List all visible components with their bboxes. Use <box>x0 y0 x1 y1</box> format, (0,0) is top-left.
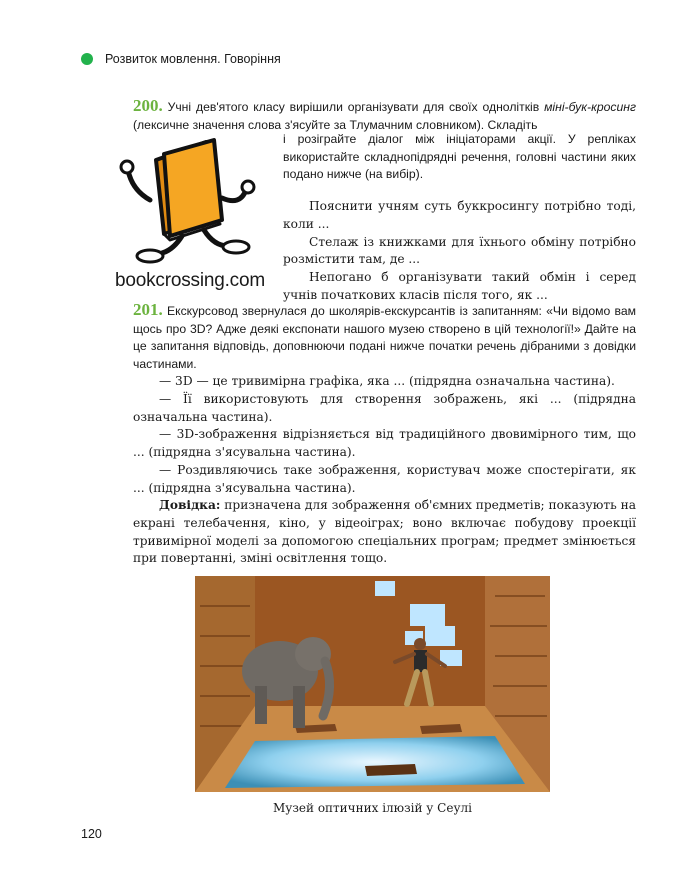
answer-item: — 3D-зображення відрізняється від традиційного двовимірного тим, що ... (підрядна з'ясувальна частина). <box>133 427 636 460</box>
prompt-item: Стелаж із книжками для їхнього обміну потрібно розмістити там, де ... <box>283 234 636 267</box>
exercise-201-answers <box>133 373 636 498</box>
answer-item: — 3D — це тривимірна графіка, яка ... (підрядна означальна частина). <box>159 374 615 388</box>
answer-item: — Роздивляючись таке зображення, користувач може спостерігати, як ... (підрядна з'ясувальна частина). <box>133 462 636 495</box>
exercise-200-text: Учні дев'ятого класу вирішили організувати для своїх однолітків <box>167 100 545 114</box>
photo-caption: Музей оптичних ілюзій у Сеулі <box>273 801 472 815</box>
exercise-number-200: 200. <box>133 96 163 115</box>
exercise-200-instructions: і розіграйте діалог між ініціаторами акції. У репліках використайте складнопідрядні речення, головні частини яких подано нижче (на вибір). <box>283 132 636 181</box>
walking-book-icon <box>110 130 270 270</box>
exercise-201-text: Екскурсовод звернулася до школярів-екскурсантів із запитанням: «Чи відомо вам щось про 3D? Адже деякі експонати нашого музею створено в цій технології!» Дайте на це запитання відповідь, доповнюючи подані нижче початки речень дібраними з довідки частинами. <box>133 304 636 371</box>
reference-label: Довідка: <box>159 498 221 512</box>
museum-photo <box>195 576 550 792</box>
prompt-item: Непогано б організувати такий обмін і серед учнів початкових класів після того, як ... <box>283 270 636 302</box>
section-header <box>81 51 281 67</box>
green-circle-icon <box>81 53 93 65</box>
exercise-200-prompts <box>283 198 636 305</box>
page-number: 120 <box>81 827 102 841</box>
exercise-number-201: 201. <box>133 300 163 319</box>
exercise-201-intro <box>133 301 636 373</box>
prompt-item: Пояснити учням суть буккросингу потрібно тоді, коли ... <box>283 199 636 231</box>
exercise-200-term: міні-бук-кросинг <box>544 100 636 114</box>
logo-text: bookcrossing.com <box>115 270 265 291</box>
answer-item: — Її використовують для створення зображень, які ... (підрядна означальна частина). <box>133 391 636 424</box>
exercise-200-intro <box>133 97 636 134</box>
reference-note <box>133 497 636 568</box>
bookcrossing-logo <box>110 130 270 290</box>
reference-text: призначена для зображення об'ємних предметів; показують на екрані телебачення, кіно, у відеоіграх; воно включає побудову проекції тривимірної моделі за допомогою спеціальних програм; предмет змінюється при повертанні, зміні освітлення тощо. <box>133 498 636 566</box>
exercise-200-text-rest: (лексичне значення слова з'ясуйте за Тлумачним словником). Складіть <box>133 117 538 132</box>
section-title: Розвиток мовлення. Говоріння <box>105 52 281 66</box>
